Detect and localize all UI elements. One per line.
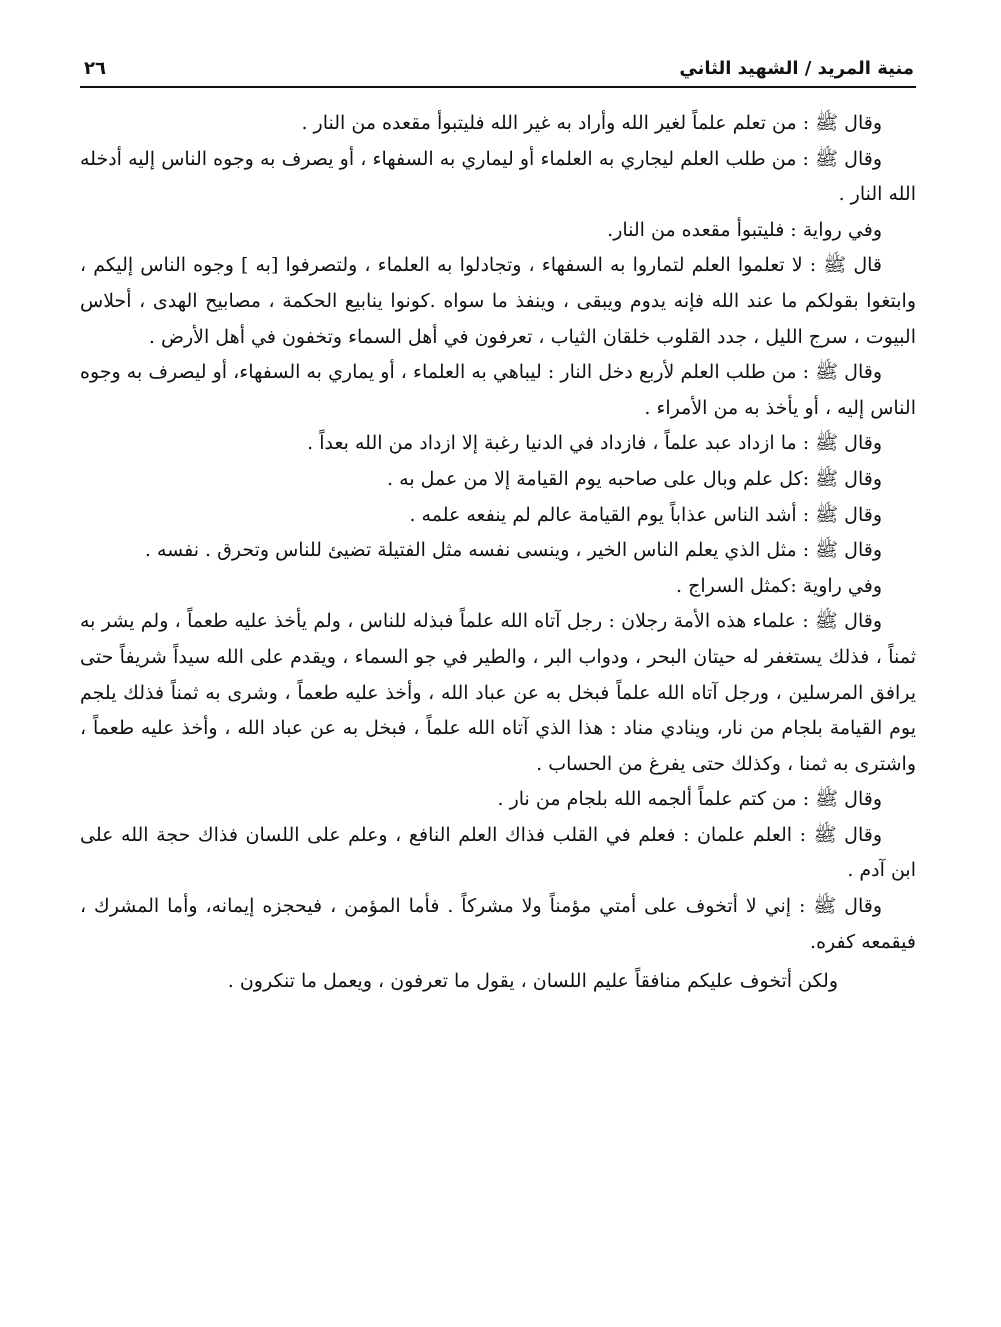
paragraph: وقال ﷺ : من كتم علماً ألجمه الله بلجام من نار .	[497, 788, 882, 811]
page-header	[80, 52, 916, 88]
paragraph: وقال ﷺ : العلم علمان : فعلم في القلب فذاك العلم النافع ، وعلم على اللسان فذاك حجة الله على ابن آدم .	[80, 823, 916, 882]
paragraph: وفي راوية :كمثل السراج .	[676, 574, 882, 597]
paragraph: وقال ﷺ : أشد الناس عذاباً يوم القيامة عالم لم ينفعه علمه .	[409, 503, 882, 526]
page-number: ٢٦	[84, 58, 106, 79]
paragraph: وقال ﷺ : علماء هذه الأمة رجلان : رجل آتاه الله علماً فبذله للناس ، ولم يأخذ عليه طعماً ، ولم يشر به ثمناً ، فذلك يستغفر له حيتان البحر ، ودواب البر ، والطير في جو السماء ، ويقدم على الله سيداً شريفاً حتى يرافق المرسلين ، ورجل آتاه الله علماً فبخل به عن عباد الله ، وأخذ عليه طعماً ، وشرى به ثمناً فذلك يلجم يوم القيامة بلجام من نار، وينادي مناد : هذا الذي آتاه الله علماً ، فبخل به عن عباد الله ، وأخذ عليه طعماً ، واشترى به ثمنا ، وكذلك حتى يفرغ من الحساب .	[80, 610, 916, 775]
running-title: منية المريد / الشهيد الثاني	[679, 58, 914, 79]
book-page	[80, 52, 916, 1292]
paragraph: ولكن أتخوف عليكم منافقاً عليم اللسان ، يقول ما تعرفون ، ويعمل ما تنكرون .	[227, 970, 838, 993]
paragraph: وقال ﷺ : إني لا أتخوف على أمتي مؤمناً ولا مشركاً . فأما المؤمن ، فيحجزه إيمانه، وأما المشرك ، فيقمعه كفره.	[80, 895, 916, 953]
paragraph: وقال ﷺ :كل علم وبال على صاحبه يوم القيامة إلا من عمل به .	[387, 467, 882, 490]
paragraph: قال ﷺ : لا تعلموا العلم لتماروا به السفهاء ، وتجادلوا به العلماء ، ولتصرفوا [به ] وجوه الناس إليكم ، وابتغوا بقولكم ما عند الله فإنه يدوم ويبقى ، وينفذ ما سواه .كونوا ينابيع الحكمة ، مصابيح الهدى ، أحلاس البيوت ، سرج الليل ، جدد القلوب خلقان الثياب ، تعرفون في أهل السماء وتخفون في أهل الأرض .	[80, 254, 916, 348]
paragraph: وقال ﷺ : من طلب العلم لأربع دخل النار : ليباهي به العلماء ، أو يماري به السفهاء، أو ليصرف به وجوه الناس إليه ، أو يأخذ به من الأمراء .	[80, 361, 916, 419]
page-body	[80, 106, 916, 1000]
paragraph: وقال ﷺ : من طلب العلم ليجاري به العلماء أو ليماري به السفهاء ، أو يصرف به وجوه الناس إليه أدخله الله النار .	[80, 147, 916, 206]
paragraph: وقال ﷺ : من تعلم علماً لغير الله وأراد به غير الله فليتبوأ مقعده من النار .	[301, 112, 882, 134]
paragraph: وقال ﷺ : ما ازداد عبد علماً ، فازداد في الدنيا رغبة إلا ازداد من الله بعداً .	[307, 432, 882, 455]
paragraph: وقال ﷺ : مثل الذي يعلم الناس الخير ، وينسى نفسه مثل الفتيلة تضيئ للناس وتحرق . نفسه .	[144, 539, 882, 562]
paragraph: وفي رواية : فليتبوأ مقعده من النار.	[607, 218, 882, 241]
